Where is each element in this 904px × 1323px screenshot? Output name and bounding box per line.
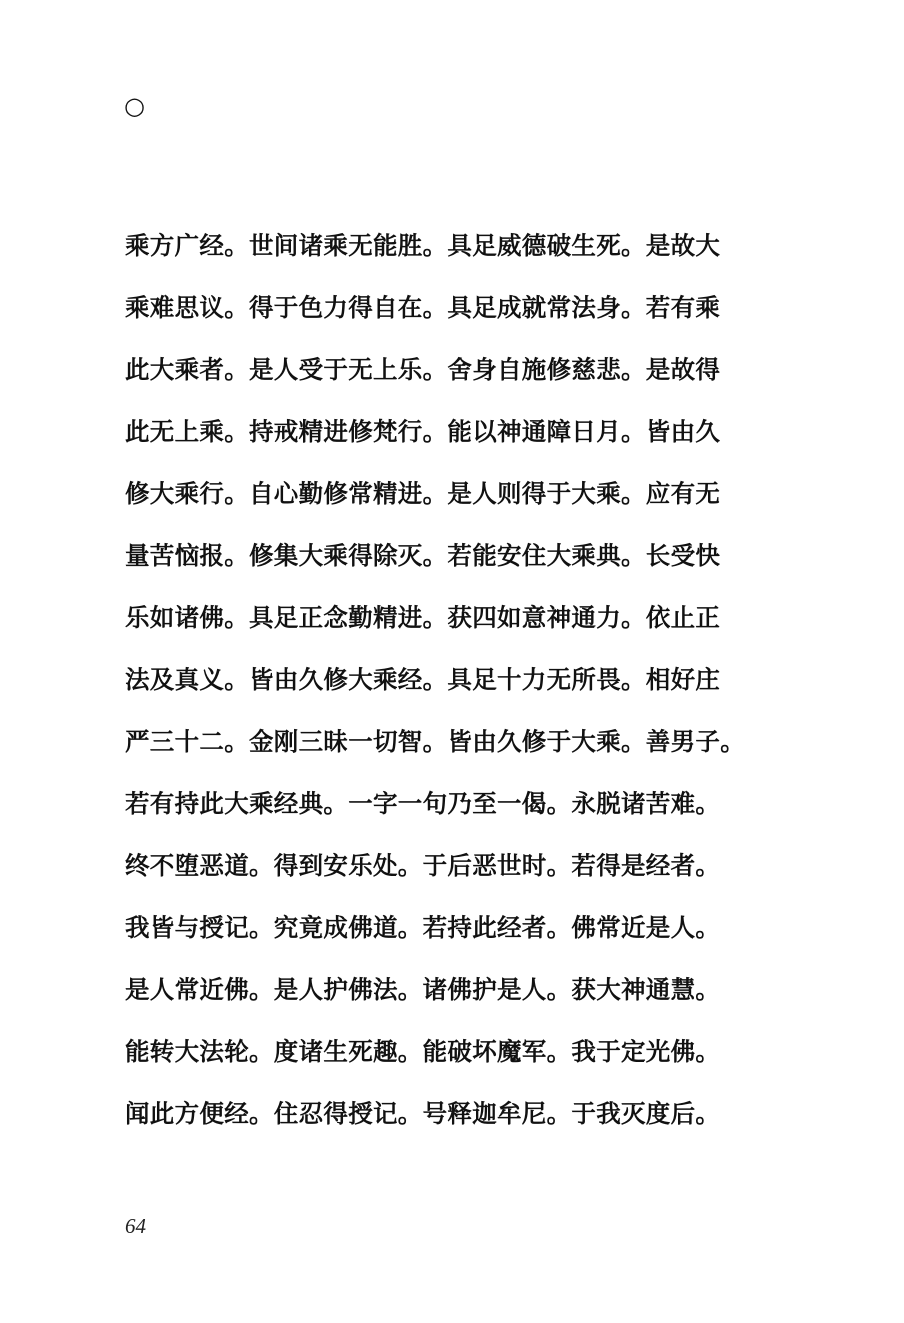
text-line-3: 此大乘者。是人受于无上乐。舍身自施修慈悲。是故得: [125, 355, 721, 384]
text-line-10: 若有持此大乘经典。一字一句乃至一偈。永脱诸苦难。: [125, 789, 721, 818]
top-circle-mark: ○: [124, 91, 145, 120]
text-line-7: 乐如诸佛。具足正念勤精进。获四如意神通力。依止正: [125, 603, 721, 632]
text-line-15: 闻此方便经。住忍得授记。号释迦牟尼。于我灭度后。: [125, 1099, 721, 1128]
page-number: 64: [125, 1214, 146, 1238]
text-line-1: 乘方广经。世间诸乘无能胜。具足威德破生死。是故大: [125, 231, 721, 260]
text-line-14: 能转大法轮。度诸生死趣。能破坏魔军。我于定光佛。: [125, 1037, 721, 1066]
text-line-12: 我皆与授记。究竟成佛道。若持此经者。佛常近是人。: [125, 913, 721, 942]
text-line-4: 此无上乘。持戒精进修梵行。能以神通障日月。皆由久: [125, 417, 721, 446]
text-line-6: 量苦恼报。修集大乘得除灭。若能安住大乘典。长受快: [125, 541, 721, 570]
text-line-13: 是人常近佛。是人护佛法。诸佛护是人。获大神通慧。: [125, 975, 721, 1004]
text-line-2: 乘难思议。得于色力得自在。具足成就常法身。若有乘: [125, 293, 721, 322]
text-line-9: 严三十二。金刚三昧一切智。皆由久修于大乘。善男子。: [125, 727, 745, 756]
text-line-11: 终不堕恶道。得到安乐处。于后恶世时。若得是经者。: [125, 851, 721, 880]
text-line-8: 法及真义。皆由久修大乘经。具足十力无所畏。相好庄: [125, 665, 721, 694]
text-line-5: 修大乘行。自心勤修常精进。是人则得于大乘。应有无: [125, 479, 721, 508]
scripture-text-block: [125, 226, 765, 1156]
